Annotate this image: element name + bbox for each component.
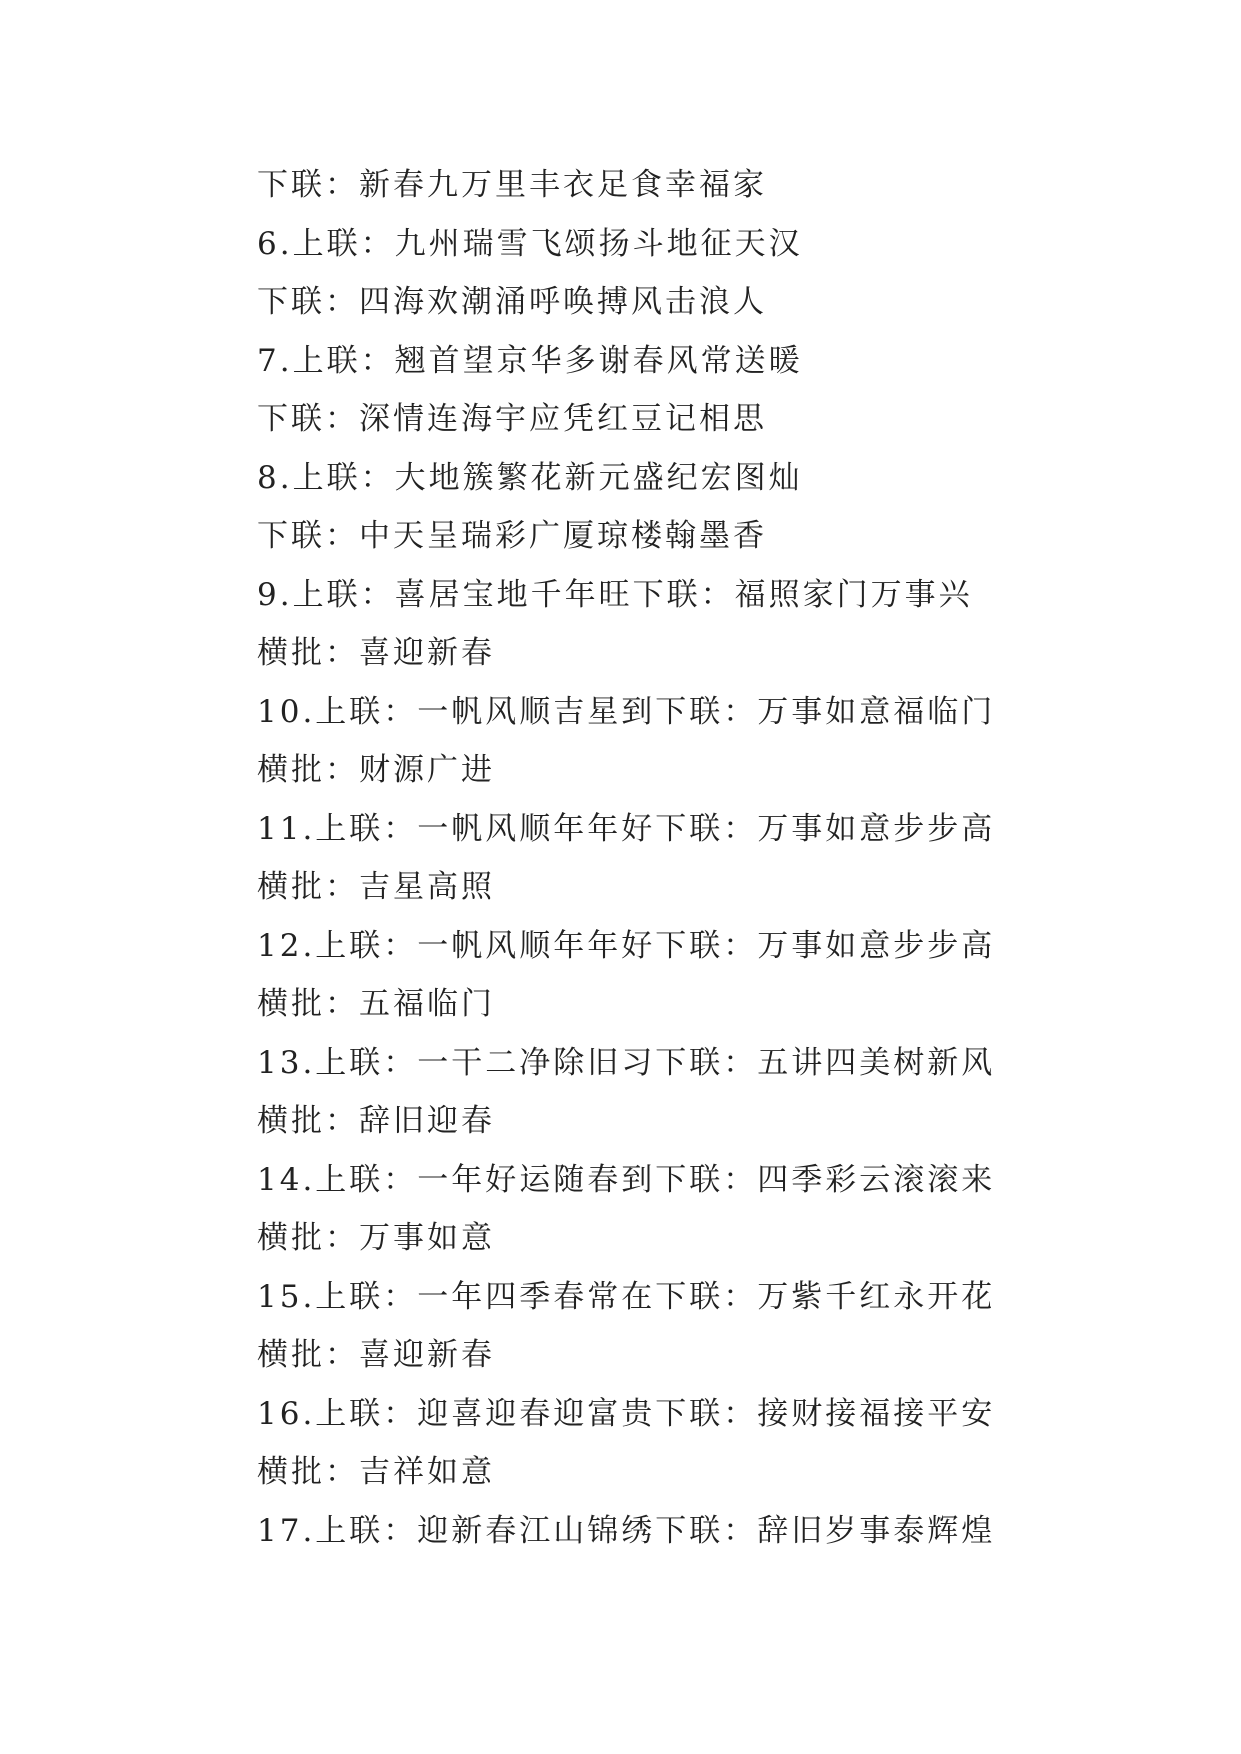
text-line: 7.上联：翘首望京华多谢春风常送暖 [257, 342, 803, 379]
text-line: 横批：财源广进 [257, 752, 495, 788]
text-line: 15.上联：一年四季春常在下联：万紫千红永开花 [257, 1278, 996, 1315]
text-line: 10.上联：一帆风顺吉星到下联：万事如意福临门 [257, 693, 996, 730]
text-line: 横批：喜迎新春 [257, 1337, 495, 1373]
text-line: 9.上联：喜居宝地千年旺下联：福照家门万事兴 [257, 576, 973, 613]
text-line: 14.上联：一年好运随春到下联：四季彩云滚滚来 [257, 1161, 996, 1198]
text-line: 横批：万事如意 [257, 1220, 495, 1256]
text-line: 12.上联：一帆风顺年年好下联：万事如意步步高 [257, 927, 996, 964]
text-line: 横批：五福临门 [257, 986, 495, 1022]
text-line: 11.上联：一帆风顺年年好下联：万事如意步步高 [257, 810, 996, 847]
text-line: 下联：新春九万里丰衣足食幸福家 [257, 167, 767, 203]
text-line: 横批：吉祥如意 [257, 1454, 495, 1490]
document-body [257, 156, 1017, 1560]
text-line: 13.上联：一干二净除旧习下联：五讲四美树新风 [257, 1044, 996, 1081]
text-line: 横批：喜迎新春 [257, 635, 495, 671]
text-line: 下联：中天呈瑞彩广厦琼楼翰墨香 [257, 518, 767, 554]
text-line: 16.上联：迎喜迎春迎富贵下联：接财接福接平安 [257, 1395, 996, 1432]
text-line: 17.上联：迎新春江山锦绣下联：辞旧岁事泰辉煌 [257, 1512, 996, 1549]
text-line: 8.上联：大地簇繁花新元盛纪宏图灿 [257, 459, 803, 496]
text-line: 下联：深情连海宇应凭红豆记相思 [257, 401, 767, 437]
text-line: 6.上联：九州瑞雪飞颂扬斗地征天汉 [257, 225, 803, 262]
text-line: 横批：辞旧迎春 [257, 1103, 495, 1139]
text-line: 横批：吉星高照 [257, 869, 495, 905]
text-line: 下联：四海欢潮涌呼唤搏风击浪人 [257, 284, 767, 320]
